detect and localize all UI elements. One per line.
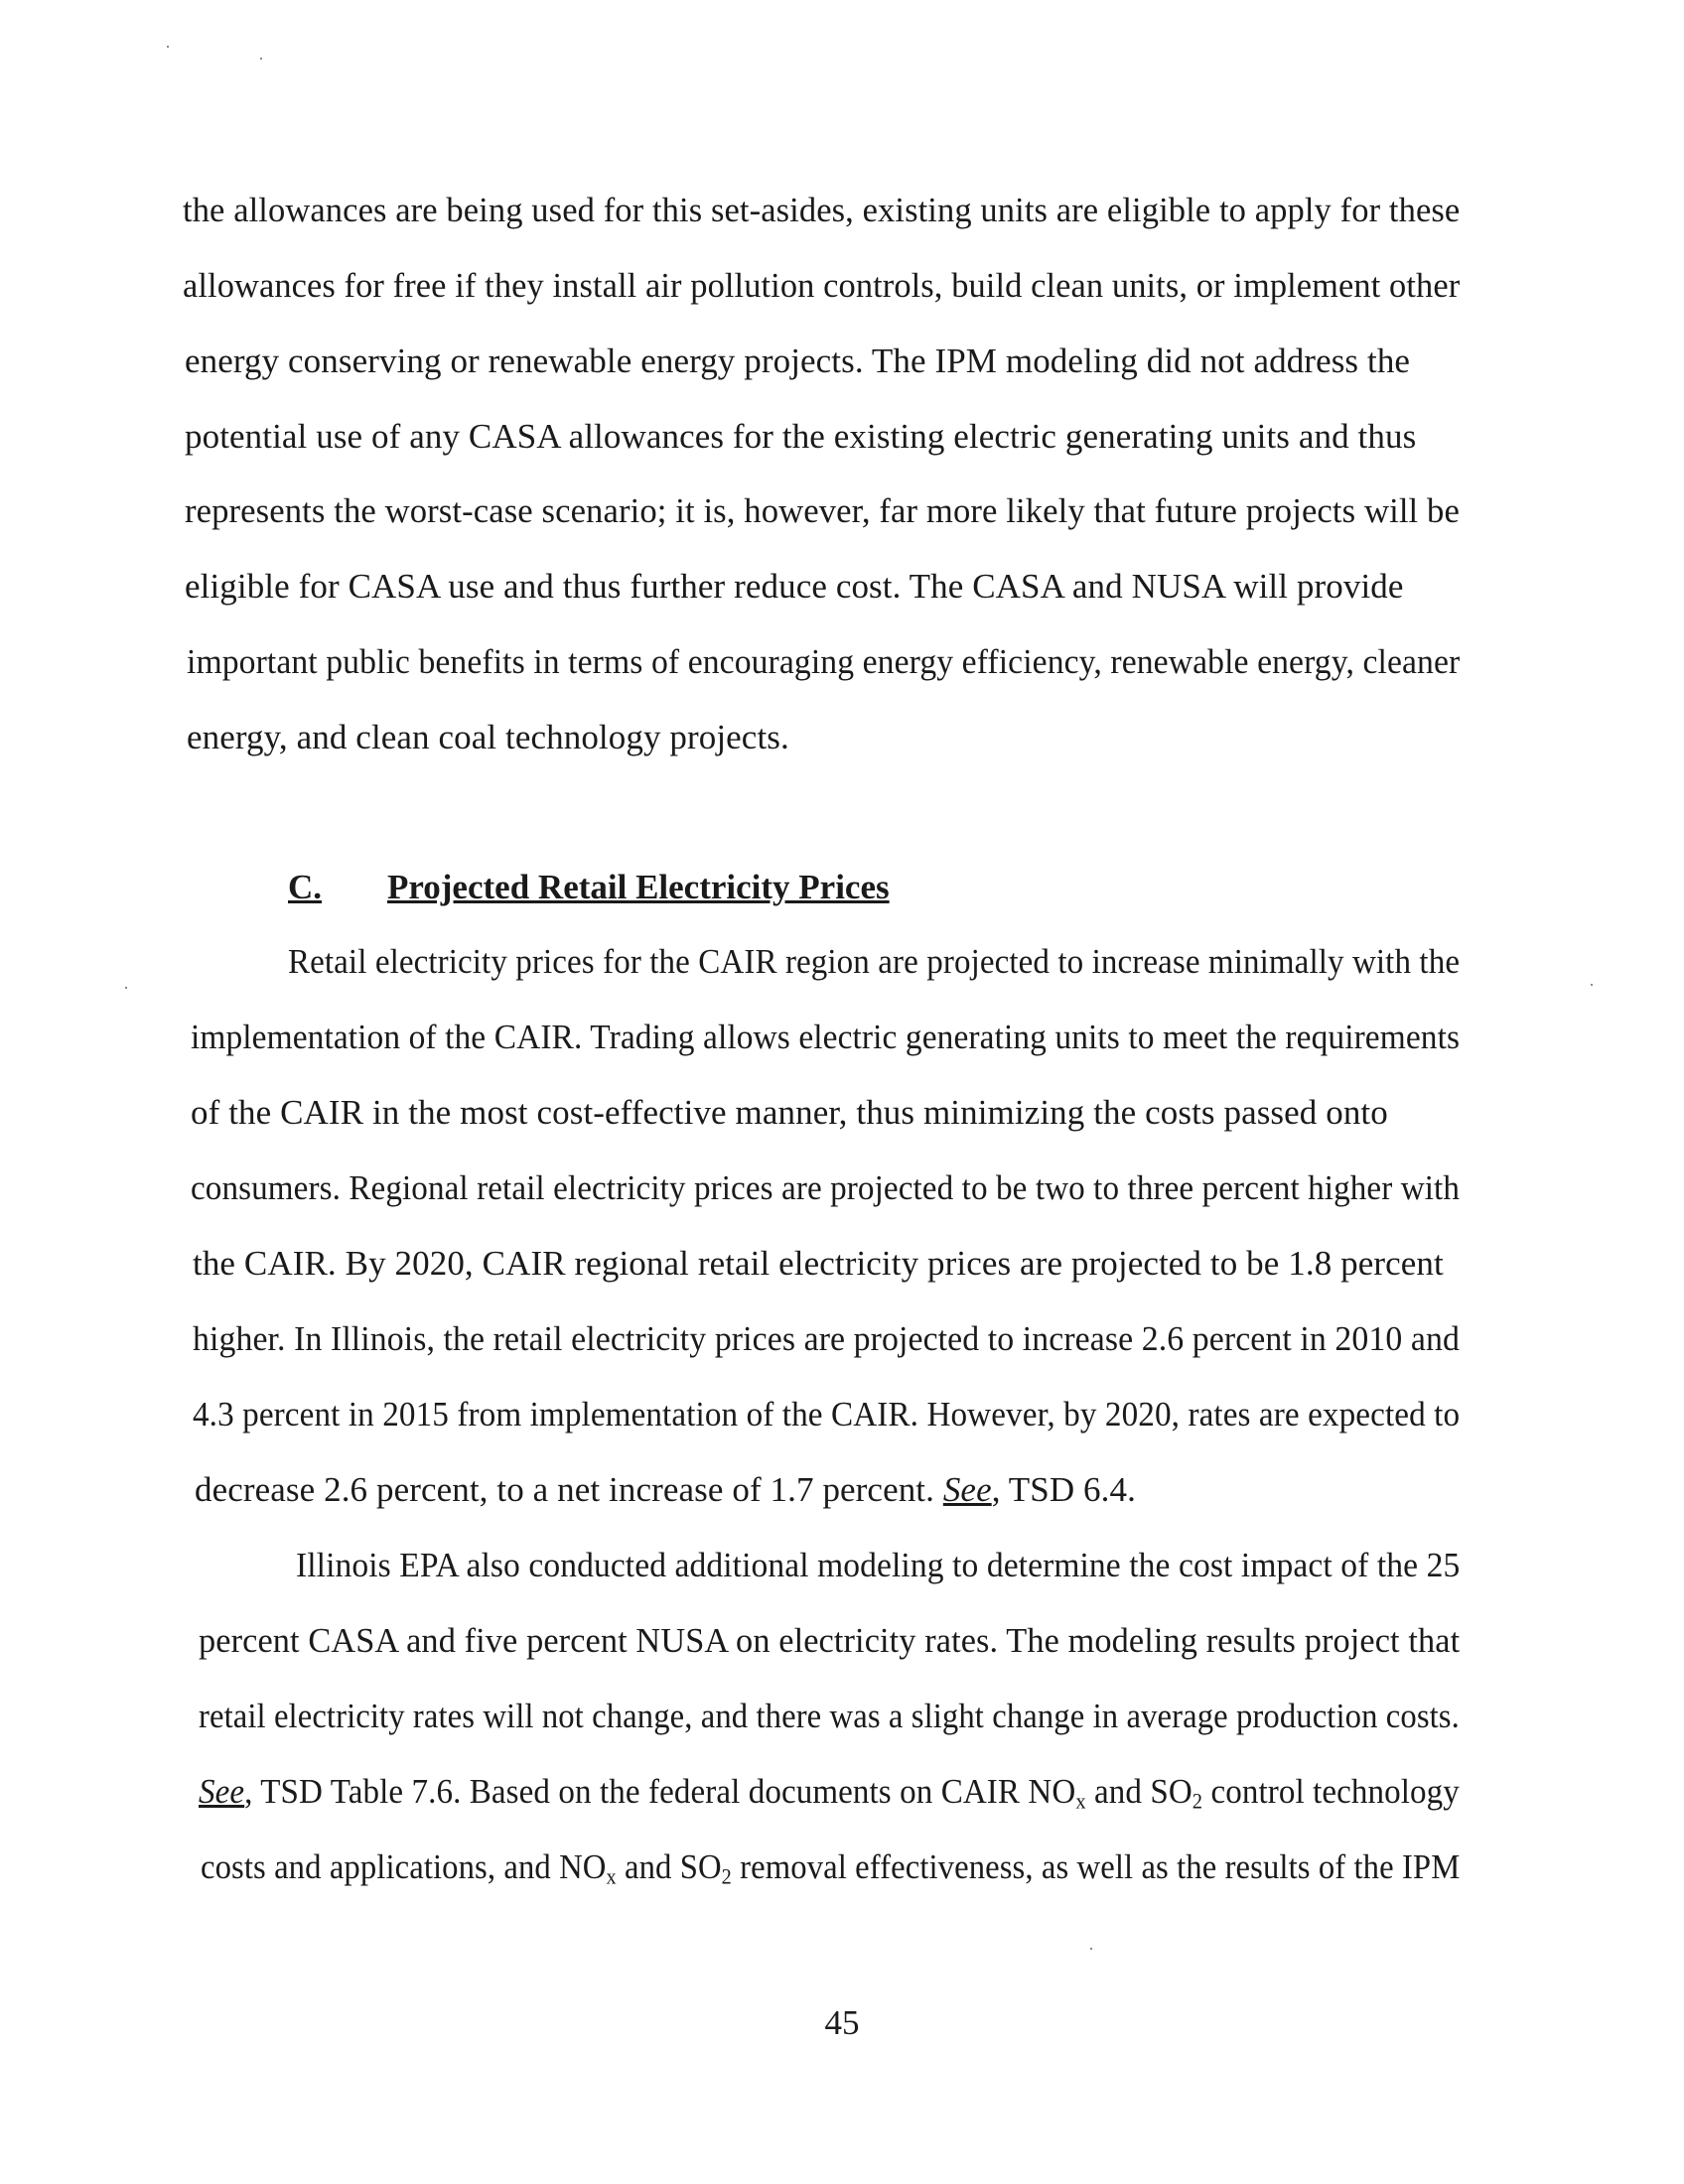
scan-speck <box>1090 1948 1092 1950</box>
text-line: the allowances are being used for this set-asides, existing units are eligible to apply for these <box>183 191 1461 229</box>
subscript: x <box>606 1864 617 1889</box>
text-run: , TSD Table 7.6. Based on the federal documents on CAIR NO <box>244 1772 1076 1811</box>
text-line: the CAIR. By 2020, CAIR regional retail electricity prices are projected to be 1.8 percent <box>193 1244 1444 1283</box>
text-line: energy conserving or renewable energy projects. The IPM modeling did not address the <box>185 341 1411 380</box>
section-heading <box>288 868 890 907</box>
text-line: Retail electricity prices for the CAIR region are projected to increase minimally with the <box>288 942 1461 981</box>
text-line: potential use of any CASA allowances for the existing electric generating units and thus <box>185 417 1417 456</box>
text-run: decrease 2.6 percent, to a net increase of 1.7 percent. <box>195 1470 943 1509</box>
page-number: 45 <box>824 2003 860 2042</box>
text-run: and SO <box>616 1847 722 1886</box>
text-line: represents the worst-case scenario; it is, however, far more likely that future projects will be <box>185 491 1460 530</box>
text-line: Illinois EPA also conducted additional modeling to determine the cost impact of the 25 <box>296 1546 1461 1584</box>
text-run: and SO <box>1085 1772 1193 1811</box>
text-run: costs and applications, and NO <box>201 1847 607 1886</box>
text-run: control technology <box>1202 1772 1460 1811</box>
subscript: x <box>1075 1789 1086 1814</box>
text-line: higher. In Illinois, the retail electricity prices are projected to increase 2.6 percent in 2010 and <box>193 1319 1460 1358</box>
scan-speck <box>125 987 127 989</box>
text-line: 4.3 percent in 2015 from implementation of the CAIR. However, by 2020, rates are expected to <box>193 1395 1461 1433</box>
text-line: retail electricity rates will not change, and there was a slight change in average production costs. <box>199 1697 1460 1735</box>
text-line: important public benefits in terms of encouraging energy efficiency, renewable energy, cleaner <box>187 642 1461 681</box>
text-line: eligible for CASA use and thus further reduce cost. The CASA and NUSA will provide <box>185 567 1404 606</box>
section-number: C. <box>288 868 323 906</box>
scan-speck <box>1591 984 1593 986</box>
text-line: of the CAIR in the most cost-effective manner, thus minimizing the costs passed onto <box>191 1093 1388 1132</box>
scan-speck <box>167 46 169 48</box>
text-line: consumers. Regional retail electricity prices are projected to be two to three percent higher with <box>191 1168 1461 1207</box>
subscript: 2 <box>1192 1789 1203 1814</box>
text-line: percent CASA and five percent NUSA on electricity rates. The modeling results project that <box>199 1621 1461 1660</box>
section-title: Projected Retail Electricity Prices <box>387 868 890 906</box>
subscript: 2 <box>721 1864 732 1889</box>
text-line <box>195 1470 1136 1510</box>
text-line <box>199 1772 1460 1812</box>
text-line: energy, and clean coal technology projects. <box>187 718 789 756</box>
citation-see: See <box>942 1470 992 1509</box>
citation-see: See <box>199 1772 245 1811</box>
text-line: allowances for free if they install air pollution controls, build clean units, or implement other <box>183 266 1461 305</box>
text-line <box>201 1847 1460 1887</box>
text-line: implementation of the CAIR. Trading allows electric generating units to meet the requirements <box>191 1018 1461 1056</box>
text-run: removal effectiveness, as well as the results of the IPM <box>731 1847 1461 1886</box>
scan-speck <box>260 58 262 60</box>
text-run: , TSD 6.4. <box>991 1470 1136 1509</box>
